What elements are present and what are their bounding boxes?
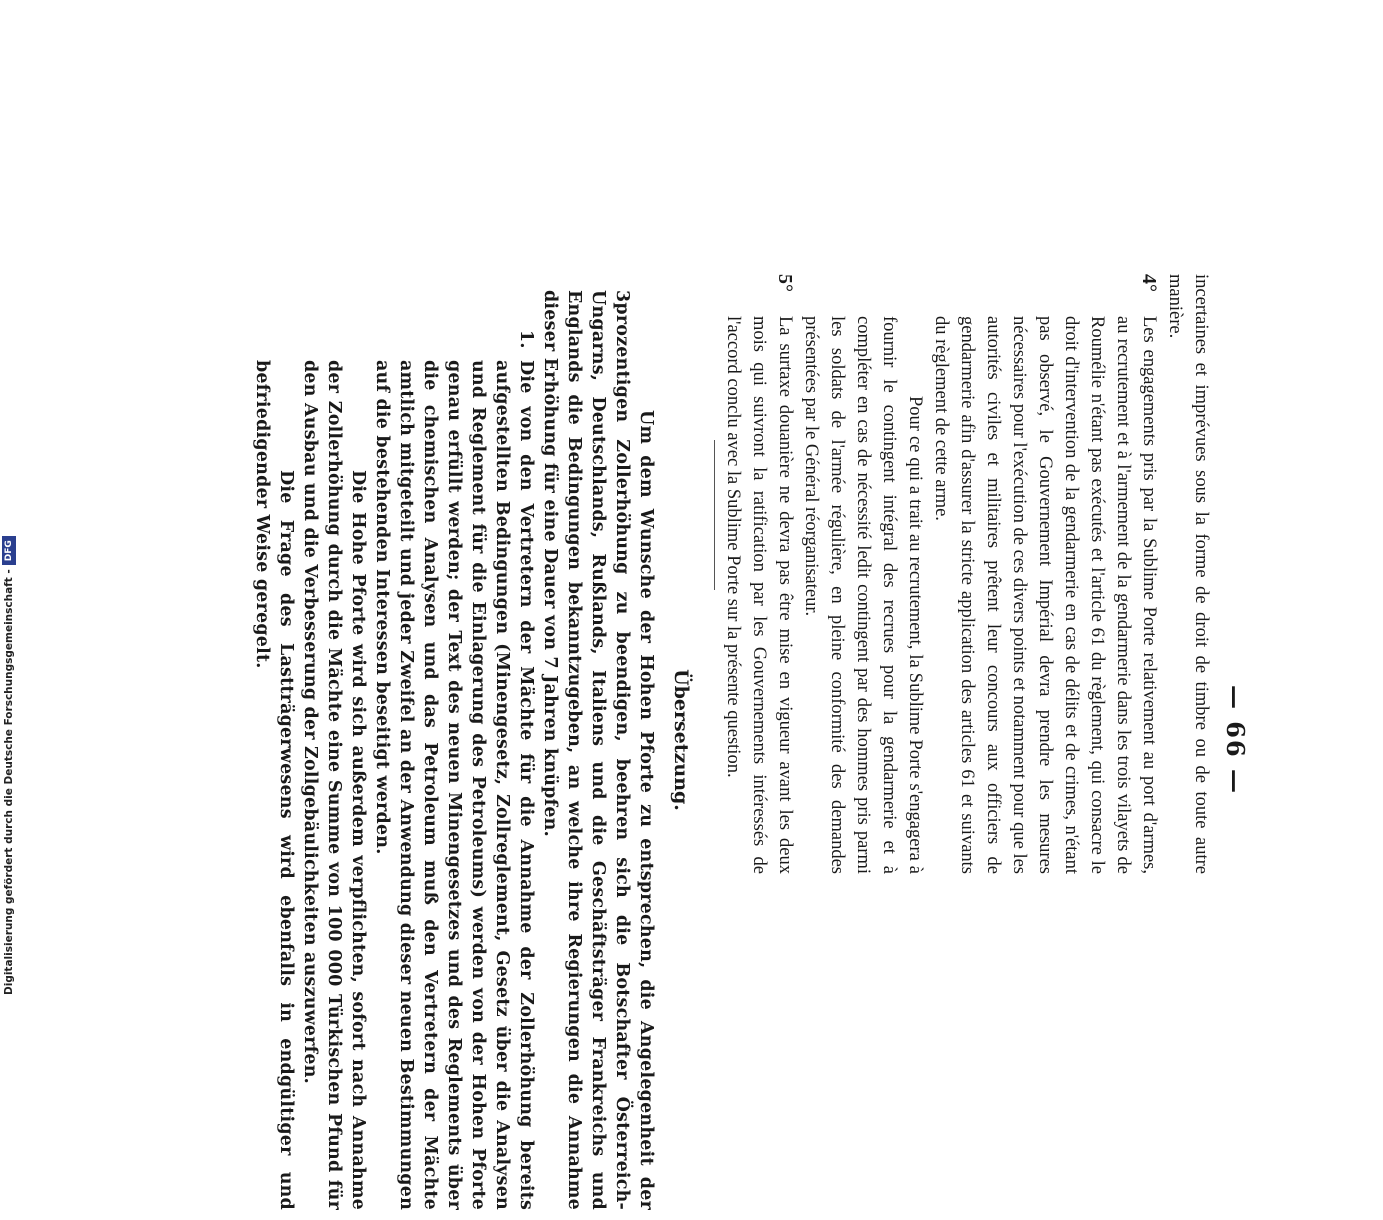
german-item-1-continuation bbox=[250, 290, 370, 1210]
german-item-1-paragraph-2: Die Hohe Pforte wird sich außerdem verpflichten, sofort nach Annahme der Zollerhöhung durch die Mächte eine Summe von 100 000 Türkischen Pfund für den Ausbau und die Verbesserung der Zollgebäulichkeiten auszuwerfen. bbox=[300, 360, 368, 1210]
french-text-block bbox=[720, 274, 1214, 874]
dfg-logo: DFG bbox=[2, 536, 16, 565]
french-item-5-text: La surtaxe douanière ne devra pas être mise en vigueur avant les deux mois qui suivront la ratification par les Gouvernements intéressés de l'accord conclu avec la Sublime Porte sur la présente question. bbox=[723, 316, 795, 874]
german-item-1-paragraph-3: Die Frage des Lastträgerwesens wird ebenfalls in endgültiger und befriedigender Weise geregelt. bbox=[252, 360, 296, 1210]
rotated-document-page bbox=[130, 260, 1250, 1220]
section-divider bbox=[714, 440, 715, 590]
german-text-block bbox=[250, 290, 658, 1210]
german-intro: Um dem Wunsche der Hohen Pforte zu entsprechen, die Angelegenheit der 3prozentigen Zollerhöhung zu beendigen, beehren sich die Botschafter Österreich-Ungarns, Deutschlands, Rußlands, Italiens und die Geschäftsträger Frankreichs und Englands die Bedingungen bekanntzugeben, an welche ihre Regierungen die Annahme dieser Erhöhung für eine Dauer von 7 Jahren knüpfen. bbox=[540, 290, 656, 1210]
french-item-5 bbox=[720, 274, 798, 874]
digitization-attribution bbox=[2, 536, 16, 995]
item-number: 5° bbox=[774, 274, 796, 292]
item-number: 4° bbox=[1138, 274, 1160, 292]
french-item-4-text: Les engagements pris par la Sublime Porte relativement au port d'armes, au recrutement et à l'armement de la gendarmerie dans les trois vilayets de Roumélie n'étant pas exécutés et l'article 61 du règlement, qui consacre le droit d'intervention de la gendarmerie en cas de délits et de crimes, n'étant pas observé, le Gouvernement Impérial devra prendre les mesures nécessaires pour l'exécution de ces divers points et notamment pour que les autorités civiles et militaires prêtent leur concours aux officiers de gendarmerie afin d'assurer la stricte application des articles 61 et suivants du règlement de cette arme. bbox=[931, 316, 1159, 874]
german-item-1 bbox=[370, 290, 538, 1210]
french-item-4 bbox=[798, 274, 1162, 874]
page-number: — 66 — bbox=[1221, 684, 1250, 796]
french-item-4-paragraph-2: Pour ce qui a trait au recrutement, la Sublime Porte s'engagera à fournir le contingent intégral des recrues pour la gendarmerie et à compléter en cas de nécessité ledit contingent par des hommes pris parmi les soldats de l'armée régulière, en pleine conformité des demandes présentées par le Général réorganisateur. bbox=[801, 316, 925, 874]
french-intro-line: incertaines et imprévues sous la forme de droit de timbre ou de toute autre manière. bbox=[1165, 274, 1211, 874]
attribution-text: Digitalisierung gefördert durch die Deutsche Forschungsgemeinschaft - bbox=[3, 569, 15, 995]
german-section-title: Übersetzung. bbox=[670, 669, 692, 811]
item-number: 1. bbox=[516, 330, 536, 349]
german-item-1-text: Die von den Vertretern der Mächte für die Annahme der Zollerhöhung bereits aufgestellten Bedingungen (Minengesetz, Zollreglement, Gesetz über die Analysen und Reglement für die Einlagerung des Petroleums) werden von der Hohen Pforte genau erfüllt werden; der Text des neuen Minengesetzes und des Reglements über die chemischen Analysen und das Petroleum muß den Vertretern der Mächte amtlich mitgeteilt und jeder Zweifel an der Anwendung dieser neuen Bestimmungen auf die bestehenden Interessen beseitigt werden. bbox=[372, 360, 536, 1210]
